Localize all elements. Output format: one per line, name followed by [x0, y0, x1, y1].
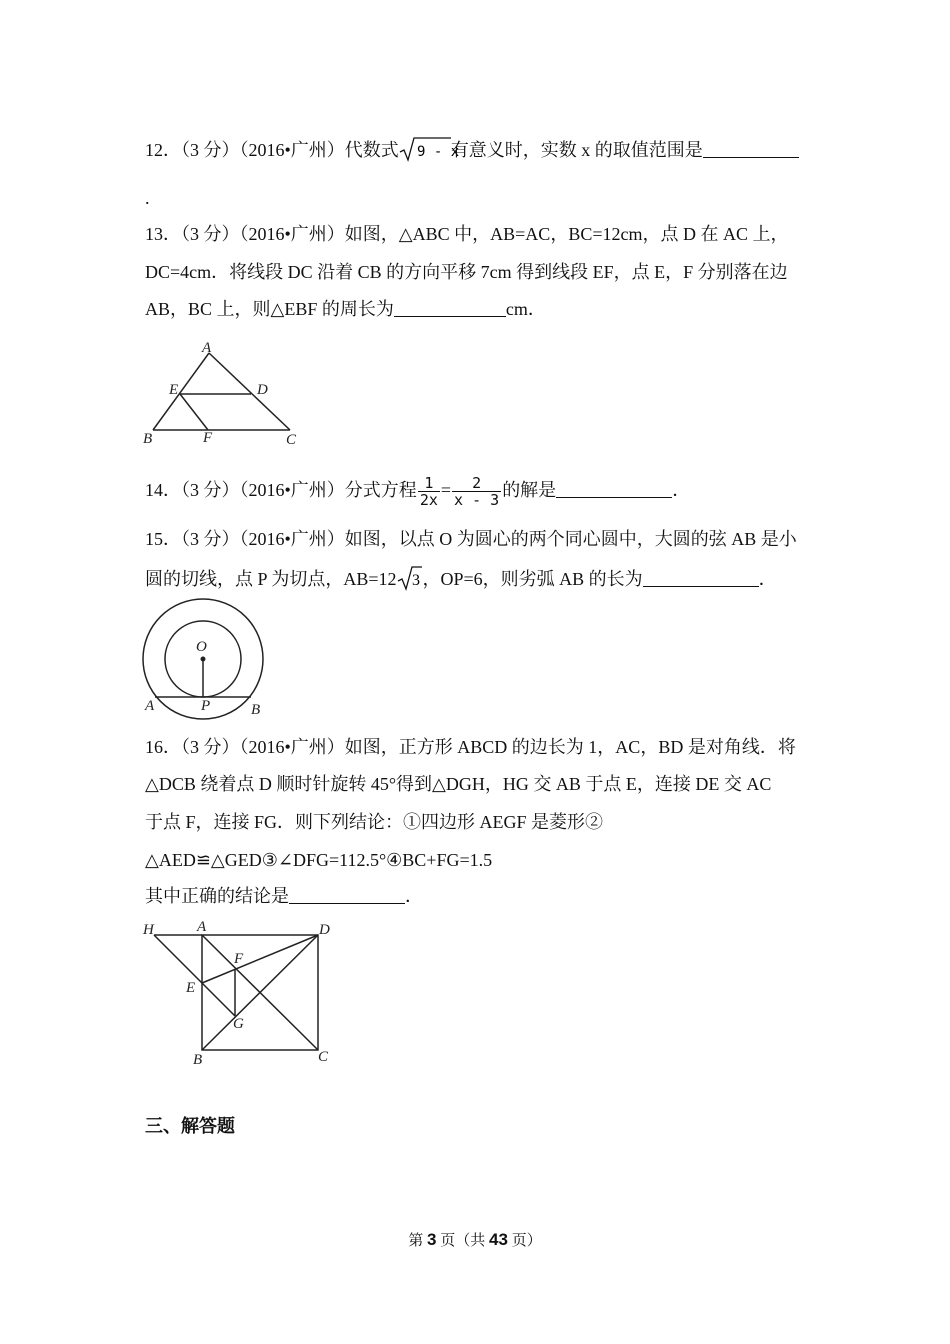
- fraction-2: [452, 475, 501, 508]
- sqrt-expression: [397, 565, 423, 597]
- answer-blank: [643, 568, 759, 587]
- q15-line-2-prefix: 圆的切线，点 P 为切点，AB=12: [145, 569, 397, 589]
- sqrt-sign-icon: [397, 565, 423, 591]
- q15-line-2-mid: ，OP=6，则劣弧 AB 的长为: [422, 569, 643, 589]
- q15-radicand: 3: [411, 572, 420, 589]
- q13-figure: [140, 338, 305, 450]
- page-footer: [0, 1229, 950, 1250]
- fraction-2-numerator: 2: [452, 475, 501, 492]
- q12-suffix: 有意义时，实数 x 的取值范围是: [450, 140, 703, 160]
- q16-figure: [138, 916, 338, 1068]
- q15-line-2: [145, 565, 777, 597]
- q14-end-mark: ．: [672, 480, 691, 500]
- fraction-1-numerator: 1: [418, 475, 440, 492]
- q16-label-a: A: [197, 919, 207, 935]
- q16-line-3: 于点 F，连接 FG．则下列结论：①四边形 AEGF 是菱形②: [145, 812, 604, 832]
- q13-label-e: E: [169, 382, 179, 398]
- q15-label-o: O: [196, 639, 207, 655]
- q15-label-b: B: [251, 702, 261, 718]
- q14-equals: =: [440, 480, 452, 500]
- footer-post: 页）: [507, 1233, 542, 1249]
- answer-blank: [556, 479, 672, 498]
- section-title: 三、解答题: [145, 1116, 235, 1137]
- answer-blank: [289, 885, 405, 904]
- q16-label-g: G: [233, 1016, 244, 1032]
- q15-label-p: P: [201, 698, 211, 714]
- q13-label-f: F: [203, 430, 213, 446]
- footer-pre: 第: [408, 1233, 428, 1249]
- q16-label-e: E: [186, 980, 196, 996]
- q16-line-5: [145, 884, 423, 908]
- q13-line-3-prefix: AB，BC 上，则△EBF 的周长为: [145, 299, 394, 319]
- answer-blank: [703, 139, 799, 158]
- fraction-2-denominator: x - 3: [454, 491, 500, 510]
- q16-label-b: B: [193, 1052, 203, 1068]
- page-total: 43: [489, 1230, 508, 1249]
- q16-line-4: △AED≌△GED③∠DFG=112.5°④BC+FG=1.5: [145, 850, 493, 870]
- question-12: [145, 136, 799, 168]
- q16-line-1: 16．（3 分）（2016•广州）如图，正方形 ABCD 的边长为 1，AC，BD 是对角线．将: [145, 737, 796, 757]
- answer-blank: [394, 298, 506, 317]
- q15-label-a: A: [145, 698, 155, 714]
- q13-label-d: D: [257, 382, 268, 398]
- footer-mid: 页（共: [436, 1233, 490, 1249]
- page-number: 3: [427, 1230, 437, 1249]
- q12-end-mark: .: [145, 188, 150, 208]
- center-point: [201, 657, 206, 662]
- q16-label-d: D: [319, 922, 330, 938]
- q15-line-1: 15．（3 分）（2016•广州）如图，以点 O 为圆心的两个同心圆中，大圆的弦 AB 是小: [145, 529, 797, 549]
- q16-line-2: △DCB 绕着点 D 顺时针旋转 45°得到△DGH，HG 交 AB 于点 E，连接 DE 交 AC: [145, 774, 772, 794]
- q16-label-h: H: [143, 922, 154, 938]
- q13-line-1: 13．（3 分）（2016•广州）如图，△ABC 中，AB=AC，BC=12cm，点 D 在 AC 上，: [145, 224, 789, 244]
- q14-suffix: 的解是: [502, 480, 557, 500]
- sqrt-expression: [399, 136, 459, 168]
- q16-line-5-prefix: 其中正确的结论是: [145, 886, 289, 906]
- q13-line-3-suffix: cm．: [505, 299, 546, 319]
- q16-label-c: C: [318, 1049, 329, 1065]
- q16-end-mark: ．: [405, 886, 423, 906]
- q16-label-f: F: [234, 951, 244, 967]
- q14-prefix: 14．（3 分）（2016•广州）分式方程: [145, 480, 417, 500]
- fraction-1-denominator: 2x: [419, 491, 438, 510]
- q15-end-mark: ．: [758, 569, 777, 589]
- sqrt-sign-icon: [399, 136, 459, 162]
- q13-line-3: [145, 297, 546, 321]
- q13-line-2: DC=4cm．将线段 DC 沿着 CB 的方向平移 7cm 得到线段 EF，点 E，F 分别落在边: [145, 262, 788, 282]
- question-14: [145, 472, 690, 508]
- q13-label-b: B: [143, 431, 153, 447]
- q12-prefix: 12．（3 分）（2016•广州）代数式: [145, 140, 399, 160]
- fraction-1: [418, 475, 440, 508]
- q15-figure: [136, 602, 271, 720]
- q12-radicand: 9 - x: [416, 144, 459, 160]
- q13-label-c: C: [286, 432, 297, 448]
- q13-label-a: A: [202, 340, 212, 356]
